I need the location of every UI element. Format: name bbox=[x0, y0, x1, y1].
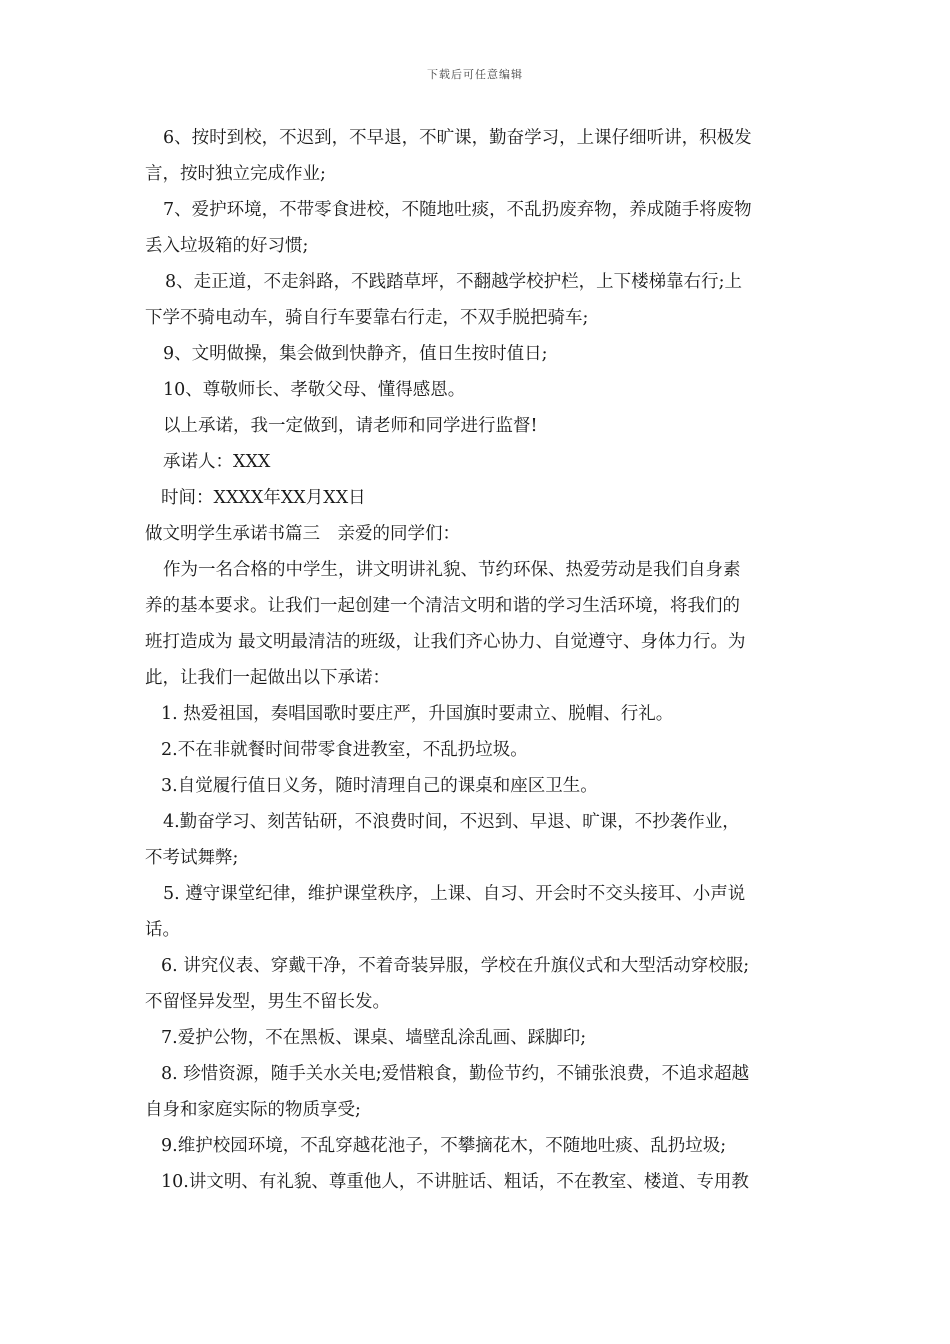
text-line: 此，让我们一起做出以下承诺： bbox=[145, 668, 390, 688]
text-line: 1. 热爱祖国，奏唱国歌时要庄严，升国旗时要肃立、脱帽、行礼。 bbox=[161, 704, 674, 724]
text-line: 承诺人：XXX bbox=[163, 452, 271, 472]
text-line: 班打造成为 最文明最清洁的班级，让我们齐心协力、自觉遵守、身体力行。为 bbox=[145, 632, 746, 652]
text-line: 以上承诺，我一定做到，请老师和同学进行监督! bbox=[163, 416, 538, 436]
text-line: 9.维护校园环境，不乱穿越花池子，不攀摘花木，不随地吐痰、乱扔垃圾; bbox=[161, 1136, 727, 1156]
text-line: 自身和家庭实际的物质享受; bbox=[145, 1100, 361, 1120]
document-body bbox=[145, 120, 810, 1200]
text-line: 2.不在非就餐时间带零食进教室，不乱扔垃圾。 bbox=[161, 740, 528, 760]
text-line: 6、按时到校，不迟到，不早退，不旷课，勤奋学习，上课仔细听讲，积极发 bbox=[163, 128, 752, 148]
text-line: 时间：XXXX年XX月XX日 bbox=[161, 488, 366, 508]
text-line: 9、文明做操，集会做到快静齐，值日生按时值日; bbox=[163, 344, 548, 364]
text-line: 丢入垃圾箱的好习惯; bbox=[145, 236, 309, 256]
text-line: 不考试舞弊; bbox=[145, 848, 239, 868]
text-line: 3.自觉履行值日义务，随时清理自己的课桌和座区卫生。 bbox=[161, 776, 598, 796]
text-line: 不留怪异发型，男生不留长发。 bbox=[145, 992, 390, 1012]
text-line: 4.勤奋学习、刻苦钻研，不浪费时间，不迟到、早退、旷课，不抄袭作业， bbox=[163, 812, 740, 832]
text-line: 养的基本要求。让我们一起创建一个清洁文明和谐的学习生活环境，将我们的 bbox=[145, 596, 740, 616]
text-line: 8、走正道，不走斜路，不践踏草坪，不翻越学校护栏，上下楼梯靠右行;上 bbox=[165, 272, 743, 292]
text-line: 8. 珍惜资源，随手关水关电;爱惜粮食，勤俭节约，不铺张浪费，不追求超越 bbox=[161, 1064, 750, 1084]
text-line: 作为一名合格的中学生，讲文明讲礼貌、节约环保、热爱劳动是我们自身素 bbox=[163, 560, 741, 580]
text-line: 做文明学生承诺书篇三 亲爱的同学们： bbox=[145, 524, 460, 544]
text-line: 7、爱护环境，不带零食进校，不随地吐痰，不乱扔废弃物，养成随手将废物 bbox=[163, 200, 752, 220]
text-line: 7.爱护公物，不在黑板、课桌、墙壁乱涂乱画、踩脚印; bbox=[161, 1028, 587, 1048]
text-line: 10、尊敬师长、孝敬父母、懂得感恩。 bbox=[163, 380, 466, 400]
text-line: 5. 遵守课堂纪律，维护课堂秩序，上课、自习、开会时不交头接耳、小声说 bbox=[163, 884, 746, 904]
page-header: 下载后可任意编辑 bbox=[427, 68, 523, 81]
text-line: 言，按时独立完成作业; bbox=[145, 164, 326, 184]
text-line: 6. 讲究仪表、穿戴干净，不着奇装异服，学校在升旗仪式和大型活动穿校服; bbox=[161, 956, 750, 976]
text-line: 10.讲文明、有礼貌、尊重他人，不讲脏话、粗话，不在教室、楼道、专用教 bbox=[161, 1172, 749, 1192]
text-line: 话。 bbox=[145, 920, 180, 940]
text-line: 下学不骑电动车，骑自行车要靠右行走，不双手脱把骑车; bbox=[145, 308, 589, 328]
